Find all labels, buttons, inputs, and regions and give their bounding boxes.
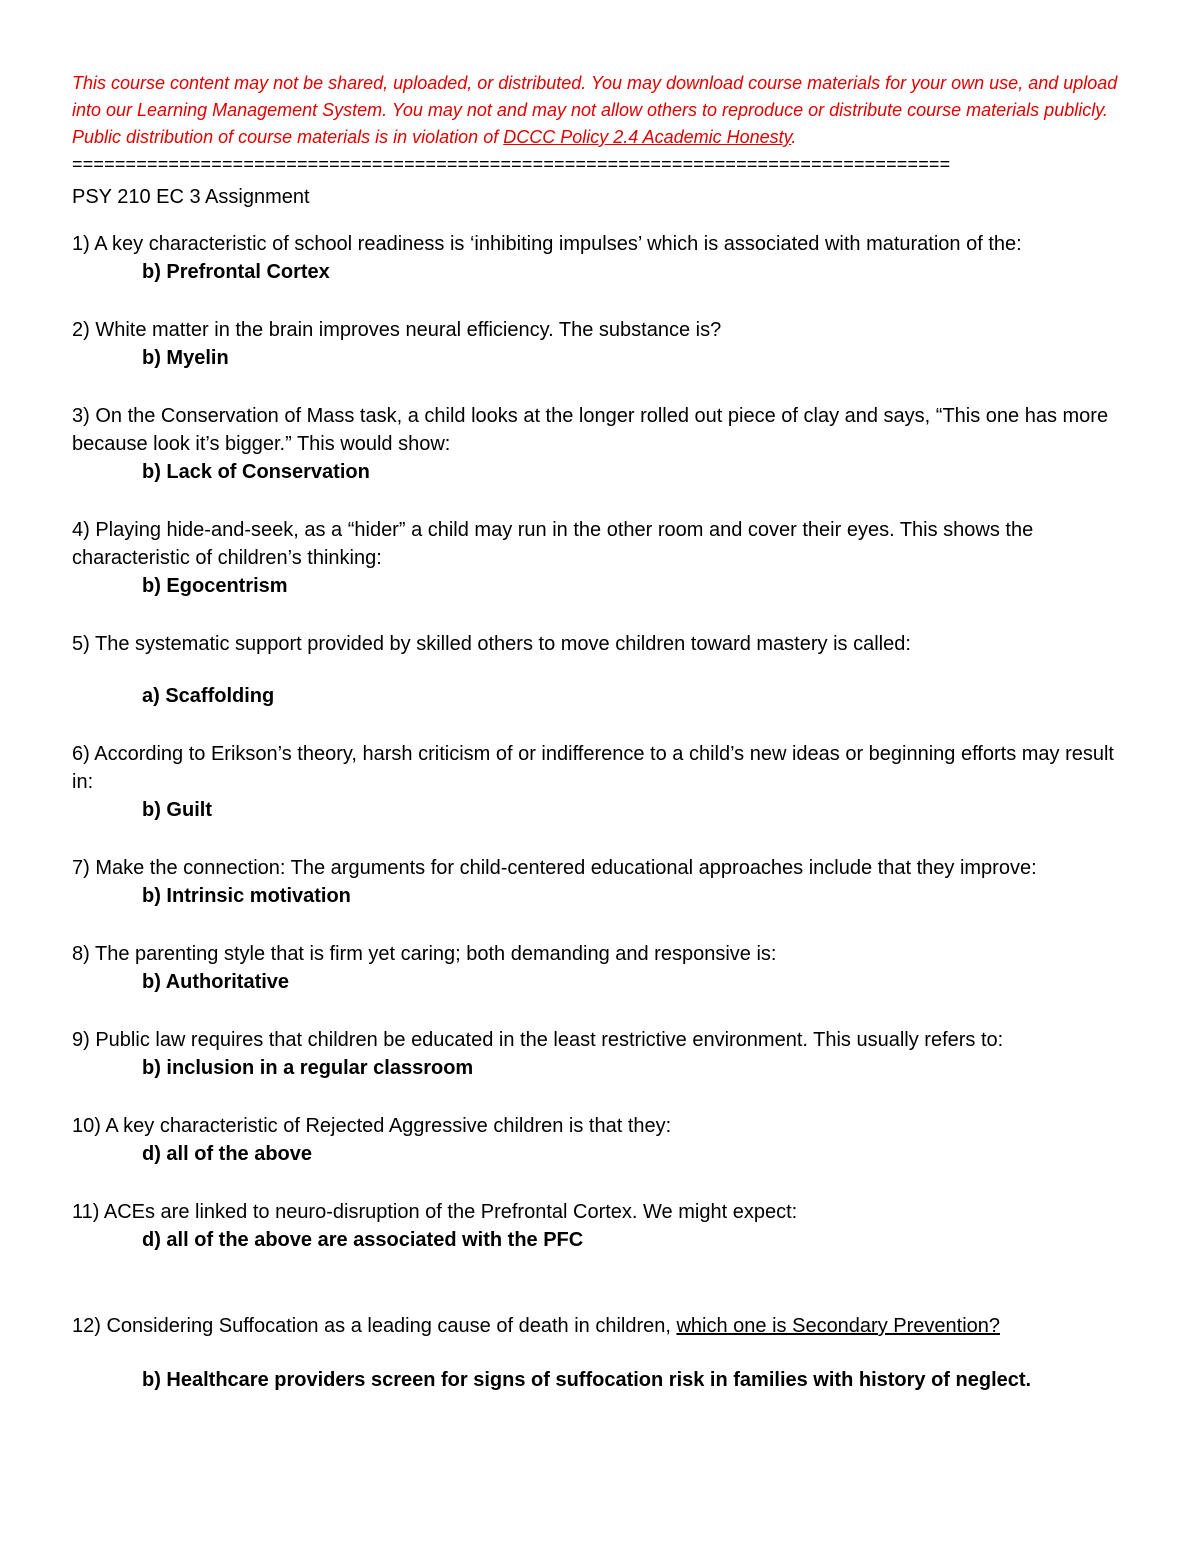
question-answer: b) Myelin xyxy=(142,347,229,369)
page-title: PSY 210 EC 3 Assignment xyxy=(72,186,310,208)
question-text: 1) A key characteristic of school readiness is ‘inhibiting impulses’ which is associated with maturation of the: xyxy=(72,233,1022,255)
question-text: 10) A key characteristic of Rejected Aggressive children is that they: xyxy=(72,1115,672,1137)
question-text: 3) On the Conservation of Mass task, a child looks at the longer rolled out piece of clay and says, “This one has more because look it’s bigger.” This would show: xyxy=(72,405,1109,455)
question-text xyxy=(72,1312,1132,1340)
notice-text: This course content may not be shared, uploaded, or distributed. You may download course materials for your own use, and upload into our Learning Management System. You may not and may not allow others to reproduce or distribute course materials publicly. Public distribution of course materials is in violation of xyxy=(72,73,1118,147)
question-text: 7) Make the connection: The arguments for child-centered educational approaches include that they improve: xyxy=(72,857,1037,879)
question-11 xyxy=(72,1198,1132,1254)
question-text: 5) The systematic support provided by skilled others to move children toward mastery is called: xyxy=(72,633,911,655)
question-answer: b) Lack of Conservation xyxy=(142,461,370,483)
question-6 xyxy=(72,740,1132,824)
question-text-underlined: which one is Secondary Prevention? xyxy=(676,1315,1001,1337)
question-text: 9) Public law requires that children be educated in the least restrictive environment. This usually refers to: xyxy=(72,1029,1004,1051)
divider-line: ================================================================================== xyxy=(72,154,951,174)
question-answer: a) Scaffolding xyxy=(142,685,275,707)
notice-end: . xyxy=(791,127,797,147)
question-9 xyxy=(72,1026,1132,1082)
question-text-plain: 12) Considering Suffocation as a leading cause of death in children, xyxy=(72,1315,677,1337)
question-answer: b) Guilt xyxy=(142,799,212,821)
question-7 xyxy=(72,854,1132,910)
question-answer: b) Prefrontal Cortex xyxy=(142,261,330,283)
question-2 xyxy=(72,316,1132,372)
question-answer: b) Egocentrism xyxy=(142,575,288,597)
document-page xyxy=(72,70,1132,1394)
question-5 xyxy=(72,630,1132,710)
question-answer: b) Authoritative xyxy=(142,971,290,993)
question-text: 6) According to Erikson’s theory, harsh criticism of or indifference to a child’s new ideas or beginning efforts may result in: xyxy=(72,743,1114,793)
question-text: 2) White matter in the brain improves neural efficiency. The substance is? xyxy=(72,319,722,341)
question-4 xyxy=(72,516,1132,600)
question-1 xyxy=(72,230,1132,286)
question-answer: d) all of the above are associated with the PFC xyxy=(142,1229,584,1251)
question-3 xyxy=(72,402,1132,486)
question-answer: d) all of the above xyxy=(142,1143,313,1165)
question-answer: b) Intrinsic motivation xyxy=(142,885,351,907)
question-answer: b) inclusion in a regular classroom xyxy=(142,1057,474,1079)
question-text: 11) ACEs are linked to neuro-disruption of the Prefrontal Cortex. We might expect: xyxy=(72,1201,798,1223)
copyright-notice xyxy=(72,70,1132,151)
policy-link[interactable]: DCCC Policy 2.4 Academic Honesty xyxy=(503,127,792,147)
question-text: 4) Playing hide-and-seek, as a “hider” a child may run in the other room and cover their eyes. This shows the characteristic of children’s thinking: xyxy=(72,519,1034,569)
question-12 xyxy=(72,1312,1132,1394)
question-10 xyxy=(72,1112,1132,1168)
question-8 xyxy=(72,940,1132,996)
question-answer: b) Healthcare providers screen for signs of suffocation risk in families with history of neglect. xyxy=(142,1369,1032,1391)
question-text: 8) The parenting style that is firm yet caring; both demanding and responsive is: xyxy=(72,943,777,965)
